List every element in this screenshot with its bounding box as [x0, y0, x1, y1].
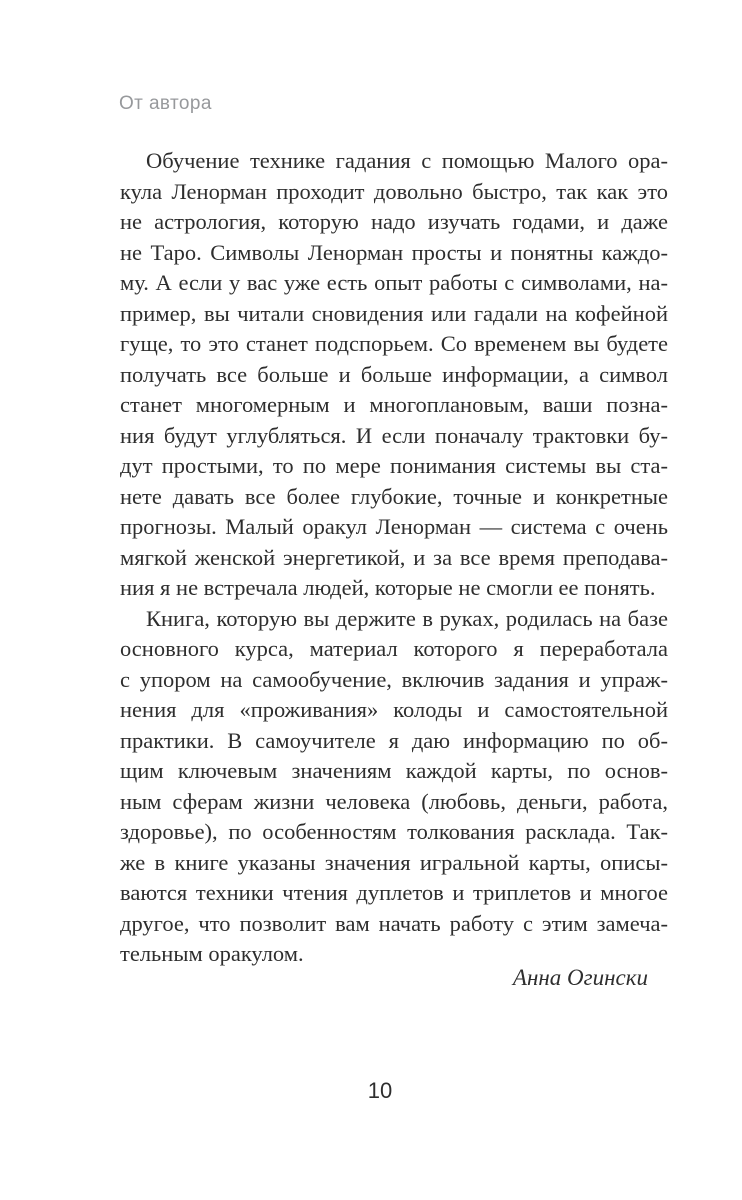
running-header: От автора	[119, 93, 212, 114]
text-line: ваются техники чтения дуплетов и триплетов и многое	[120, 880, 668, 905]
page-number: 10	[367, 1078, 393, 1103]
text-line: прогнозы. Малый оракул Ленорман — система с очень	[120, 514, 668, 539]
text-line: ния будут углубляться. И если поначалу трактовки бу-	[120, 422, 668, 448]
text-line: Обучение технике гадания с помощью Малого ора-	[146, 148, 668, 173]
paragraph	[120, 604, 668, 970]
text-line: тельным оракулом.	[120, 941, 304, 966]
text-line: другое, что позволит вам начать работу с этим замеча-	[120, 910, 668, 936]
text-line: му. А если у вас уже есть опыт работы с символами, на-	[120, 270, 668, 295]
text-line: здоровье), по особенностям толкования расклада. Так-	[120, 819, 668, 844]
text-line: нения для «проживания» колоды и самостоятельной	[120, 697, 668, 722]
text-line: же в книге указаны значения игральной карты, описы-	[120, 849, 668, 875]
text-line: не Таро. Символы Ленорман просты и понятны каждо-	[120, 239, 668, 265]
text-line: кула Ленорман проходит довольно быстро, так как это	[120, 178, 668, 204]
text-line: практики. В самоучителе я даю информацию по об-	[120, 727, 668, 753]
text-line: получать все больше и больше информации, а символ	[120, 361, 668, 387]
text-line: не астрология, которую надо изучать годами, и даже	[120, 209, 668, 234]
text-line: нете давать все более глубокие, точные и конкретные	[120, 483, 668, 509]
text-line: щим ключевым значениям каждой карты, по основ-	[120, 758, 668, 783]
paragraph	[120, 146, 668, 604]
text-line: мягкой женской энергетикой, и за все время преподава-	[120, 544, 668, 570]
author-signature: Анна Огински	[512, 965, 648, 990]
text-line: Книга, которую вы держите в руках, родилась на базе	[146, 605, 668, 631]
text-line: основного курса, материал которого я переработала	[120, 636, 668, 661]
text-line: дут простыми, то по мере понимания системы вы ста-	[120, 453, 668, 478]
text-line: гуще, то это станет подспорьем. Со временем вы будете	[120, 331, 668, 356]
text-line: ния я не встречала людей, которые не смогли ее понять.	[120, 575, 656, 600]
text-line: с упором на самообучение, включив задания и упраж-	[120, 666, 668, 692]
text-line: ным сферам жизни человека (любовь, деньги, работа,	[120, 788, 668, 814]
body-text	[120, 146, 668, 970]
text-line: станет многомерным и многоплановым, ваши позна-	[120, 392, 668, 417]
text-line: пример, вы читали сновидения или гадали на кофейной	[120, 300, 668, 326]
